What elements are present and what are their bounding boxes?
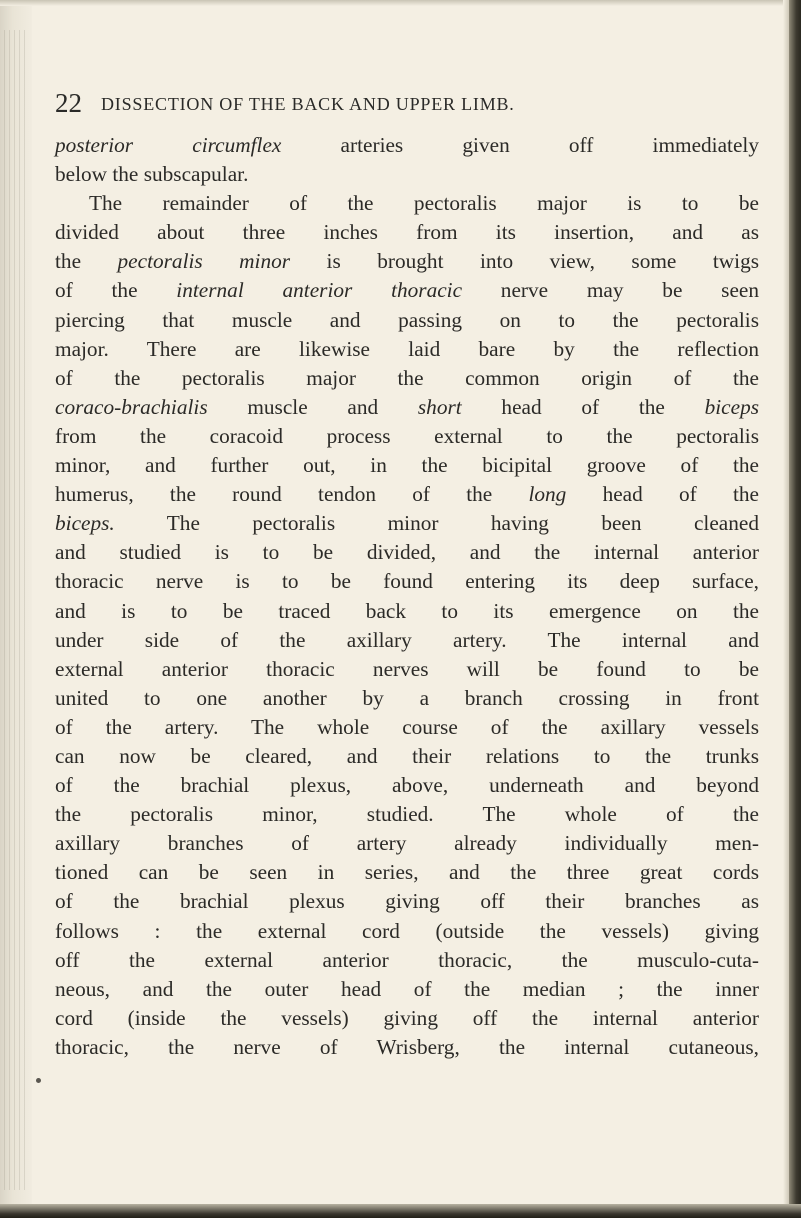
text-line <box>55 742 759 771</box>
text-line <box>55 131 759 160</box>
gutter-shading <box>4 30 28 1190</box>
text-line <box>55 829 759 858</box>
italic-term: biceps. <box>55 511 115 536</box>
text-line <box>55 160 759 189</box>
text-segment: below the subscapular. <box>55 162 249 187</box>
text-segment: humerus, the round tendon of the <box>55 482 529 507</box>
text-segment: of the artery. The whole course of the axillary vessels <box>55 714 759 739</box>
text-line <box>55 218 759 247</box>
italic-term: coraco-brachialis <box>55 394 208 419</box>
text-line <box>55 771 759 800</box>
text-line <box>55 276 759 305</box>
text-segment: and is to be traced back to its emergence on the <box>55 598 759 623</box>
text-line <box>55 306 759 335</box>
text-segment: nerve may be seen <box>462 278 759 303</box>
text-line <box>55 189 759 218</box>
page-gutter <box>0 0 32 1218</box>
text-segment: follows : the external cord (outside the vessels) giving <box>55 918 759 943</box>
italic-term: internal anterior thoracic <box>176 278 463 303</box>
italic-term: long <box>528 482 567 507</box>
text-segment: divided about three inches from its insertion, and as <box>55 220 759 245</box>
text-segment: axillary branches of artery already individually men- <box>55 831 759 856</box>
text-line <box>55 509 759 538</box>
text-line <box>55 858 759 887</box>
text-line <box>55 451 759 480</box>
text-segment: can now be cleared, and their relations to the trunks <box>55 743 759 768</box>
text-segment: of the brachial plexus, above, underneath and beyond <box>55 773 759 798</box>
text-line <box>55 917 759 946</box>
text-segment: off the external anterior thoracic, the musculo-cuta- <box>55 947 759 972</box>
text-line <box>55 684 759 713</box>
text-segment: from the coracoid process external to the pectoralis <box>55 423 759 448</box>
text-line <box>55 335 759 364</box>
page-edge-top <box>0 0 801 6</box>
text-segment: cord (inside the vessels) giving off the internal anterior <box>55 1005 759 1030</box>
text-segment: thoracic, the nerve of Wrisberg, the internal cutaneous, <box>55 1034 759 1059</box>
text-line <box>55 713 759 742</box>
text-segment: united to one another by a branch crossing in front <box>55 685 759 710</box>
italic-term: posterior circumflex <box>55 133 282 157</box>
text-line <box>55 364 759 393</box>
italic-term: short <box>417 394 462 419</box>
italic-term: pectoralis minor <box>117 249 291 274</box>
text-line <box>55 1004 759 1033</box>
text-segment: is brought into view, some twigs <box>290 249 759 274</box>
text-line <box>55 247 759 276</box>
page-edge-right <box>789 0 801 1218</box>
text-segment: under side of the axillary artery. The internal and <box>55 627 759 652</box>
text-segment: of the brachial plexus giving off their branches as <box>55 889 759 914</box>
body-text <box>55 131 759 1062</box>
text-segment: external anterior thoracic nerves will be found to be <box>55 656 759 681</box>
text-segment: the pectoralis minor, studied. The whole of the <box>55 802 759 827</box>
running-head: DISSECTION OF THE BACK AND UPPER LIMB. <box>101 94 515 114</box>
text-segment: and studied is to be divided, and the internal anterior <box>55 540 759 565</box>
page-number: 22 <box>55 88 82 118</box>
text-segment: head of the <box>461 394 705 419</box>
text-segment: head of the <box>566 482 759 507</box>
text-segment: of the pectoralis major the common origin of the <box>55 365 759 390</box>
text-line <box>55 626 759 655</box>
text-segment: muscle and <box>207 394 418 419</box>
margin-mark <box>36 1078 41 1083</box>
page-edge-bottom <box>0 1204 801 1218</box>
text-segment: tioned can be seen in series, and the three great cords <box>55 860 759 885</box>
text-segment: neous, and the outer head of the median ; the inner <box>55 976 759 1001</box>
text-line <box>55 480 759 509</box>
text-segment: of the <box>55 278 177 303</box>
text-line <box>55 567 759 596</box>
text-segment: The remainder of the pectoralis major is to be <box>89 191 759 216</box>
text-segment: arteries given off immediately <box>281 133 759 157</box>
text-segment: major. There are likewise laid bare by the reflection <box>55 336 759 361</box>
text-segment: The pectoralis minor having been cleaned <box>114 511 759 536</box>
text-segment: the <box>55 249 118 274</box>
text-line <box>55 597 759 626</box>
text-line <box>55 393 759 422</box>
page-header <box>55 88 755 118</box>
text-line <box>55 655 759 684</box>
text-line <box>55 1033 759 1062</box>
text-line <box>55 946 759 975</box>
text-line <box>55 538 759 567</box>
text-line <box>55 800 759 829</box>
text-line <box>55 422 759 451</box>
text-segment: piercing that muscle and passing on to the pectoralis <box>55 307 759 332</box>
text-line <box>55 975 759 1004</box>
text-segment: thoracic nerve is to be found entering its deep surface, <box>55 569 759 594</box>
text-segment: minor, and further out, in the bicipital groove of the <box>55 453 759 478</box>
text-line <box>55 887 759 916</box>
italic-term: biceps <box>704 394 760 419</box>
